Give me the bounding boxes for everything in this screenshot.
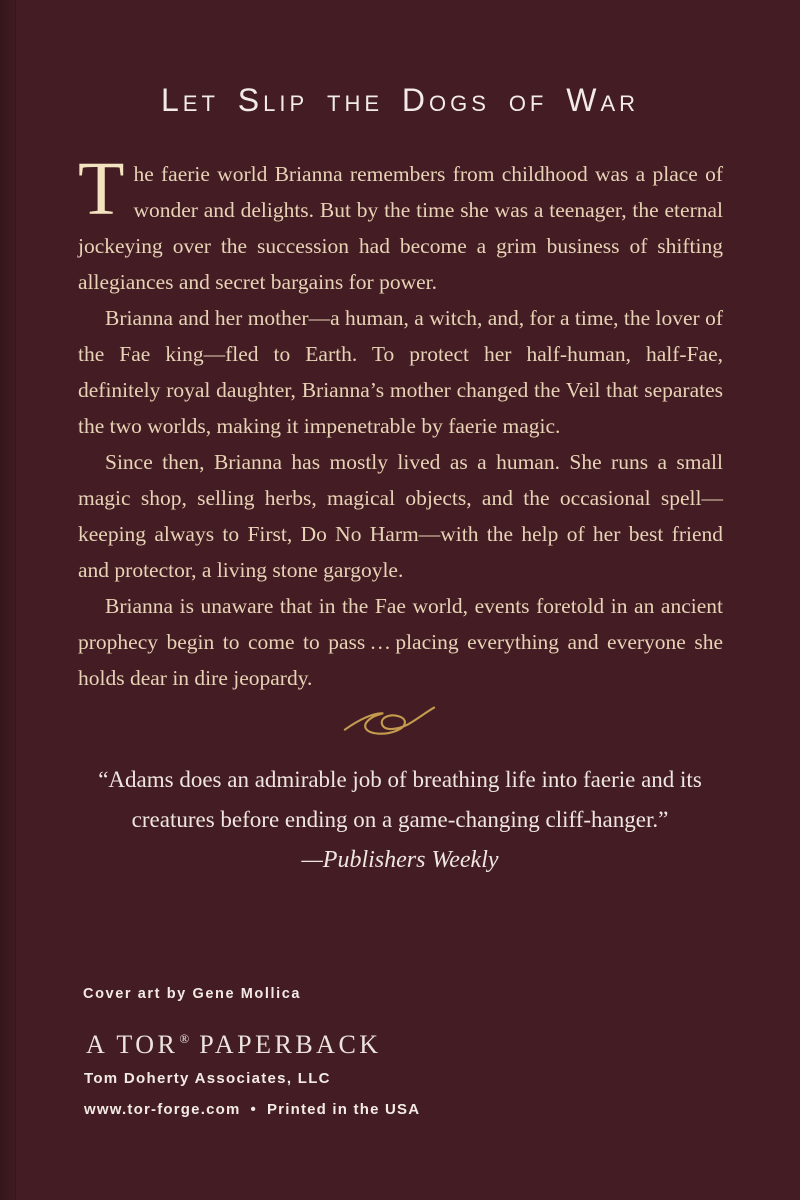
synopsis-paragraph-1 [78, 147, 723, 300]
calligraphic-flourish-icon [341, 702, 437, 742]
website-url: www.tor-forge.com [84, 1101, 241, 1118]
review-attribution: —Publishers Weekly [301, 847, 499, 873]
cover-art-credit: Cover art by Gene Mollica [83, 986, 302, 1002]
website-line [84, 1101, 420, 1118]
bullet-separator-icon: • [250, 1101, 257, 1118]
synopsis-text [78, 147, 723, 696]
synopsis-paragraph-3: Since then, Brianna has mostly lived as a human. She runs a small magic shop, selling herbs, magical objects, and the occasional spell—keeping always to First, Do No Harm—with the help of her best friend and protector, a living stone gargoyle. [78, 450, 723, 582]
synopsis-paragraph-4: Brianna is unaware that in the Fae world, events foretold in an ancient prophecy begin to come to pass … placing everything and everyone she holds dear in dire jeopardy. [78, 594, 723, 690]
flourish-ornament [0, 702, 778, 747]
printed-in-usa: Printed in the USA [266, 1101, 421, 1118]
drop-cap: T [78, 147, 125, 231]
page-title: Let Slip the Dogs of War [160, 82, 640, 118]
imprint-suffix: PAPERBACK [199, 1030, 382, 1059]
review-quote: “Adams does an admirable job of breathing life into faerie and its creatures before ending on a game-changing cliff-hanger.” [98, 767, 702, 832]
review-quote-block [75, 760, 725, 880]
publisher-line: Tom Doherty Associates, LLC [84, 1070, 331, 1087]
paragraph-1-text: he faerie world Brianna remembers from childhood was a place of wonder and delights. But by the time she was a teenager, the eternal jockeying over the succession had become a grim business of shifting allegiances and secret bargains for power. [78, 162, 723, 294]
synopsis-paragraph-2: Brianna and her mother—a human, a witch, and, for a time, the lover of the Fae king—fled to Earth. To protect her half-human, half-Fae, definitely royal daughter, Brianna’s mother changed the Veil that separates the two worlds, making it impenetrable by faerie magic. [78, 306, 723, 438]
imprint-line [86, 1030, 382, 1060]
imprint-prefix: A TOR [86, 1030, 179, 1059]
spine-crease-line [15, 0, 16, 1200]
registered-trademark-icon: ® [179, 1031, 190, 1047]
